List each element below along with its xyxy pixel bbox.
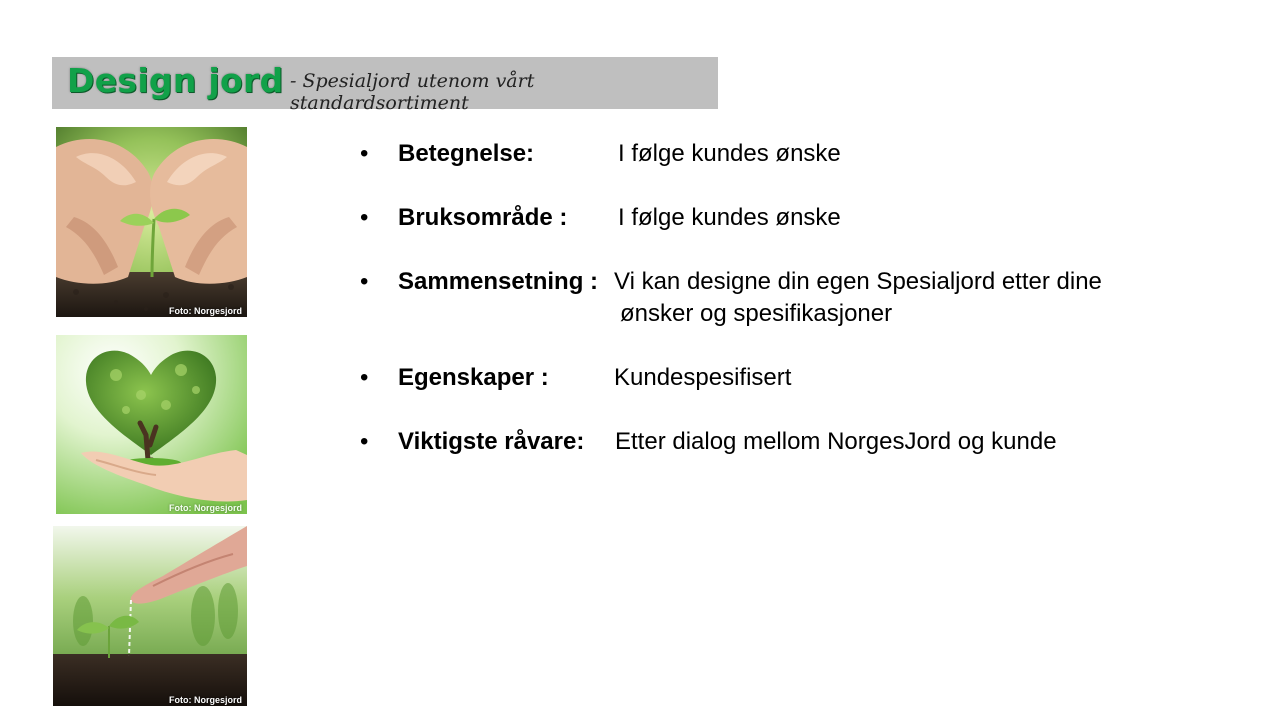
page-title: Design jord xyxy=(67,61,284,100)
spec-label: Betegnelse: xyxy=(398,140,535,167)
photo-credit: Foto: Norgesjord xyxy=(169,503,242,513)
photo-credit: Foto: Norgesjord xyxy=(169,306,242,316)
spec-item-viktigste-ravare xyxy=(360,426,1220,458)
spec-label: Sammensetning : xyxy=(398,268,599,295)
spec-value: Etter dialog mellom NorgesJord og kunde xyxy=(615,428,1057,455)
spec-value-line2: ønsker og spesifikasjoner xyxy=(620,300,893,327)
spec-label: Bruksområde : xyxy=(398,204,568,231)
bullet: • xyxy=(360,140,369,167)
photo-watering-seedling xyxy=(53,526,247,706)
photo-heart-tree-in-hand xyxy=(56,335,247,514)
spec-item-egenskaper xyxy=(360,362,1220,394)
spec-value: Vi kan designe din egen Spesialjord etter dine xyxy=(614,268,1102,295)
spec-value: Kundespesifisert xyxy=(614,364,792,391)
spec-label: Viktigste råvare: xyxy=(398,428,585,455)
photo-credit: Foto: Norgesjord xyxy=(169,695,242,705)
spec-value: I følge kundes ønske xyxy=(618,140,841,167)
page-subtitle: - Spesialjord utenom vårt standardsortiment xyxy=(290,70,535,114)
bullet: • xyxy=(360,364,369,391)
bullet: • xyxy=(360,268,369,295)
spec-list xyxy=(360,138,1220,490)
spec-item-bruksomrade xyxy=(360,202,1220,234)
photo-heart-hands-seedling xyxy=(56,127,247,317)
spec-item-betegnelse xyxy=(360,138,1220,170)
spec-label: Egenskaper : xyxy=(398,364,549,391)
spec-item-sammensetning xyxy=(360,266,1220,330)
bullet: • xyxy=(360,428,369,455)
title-bar xyxy=(52,57,718,114)
bullet: • xyxy=(360,204,369,231)
spec-value: I følge kundes ønske xyxy=(618,204,841,231)
